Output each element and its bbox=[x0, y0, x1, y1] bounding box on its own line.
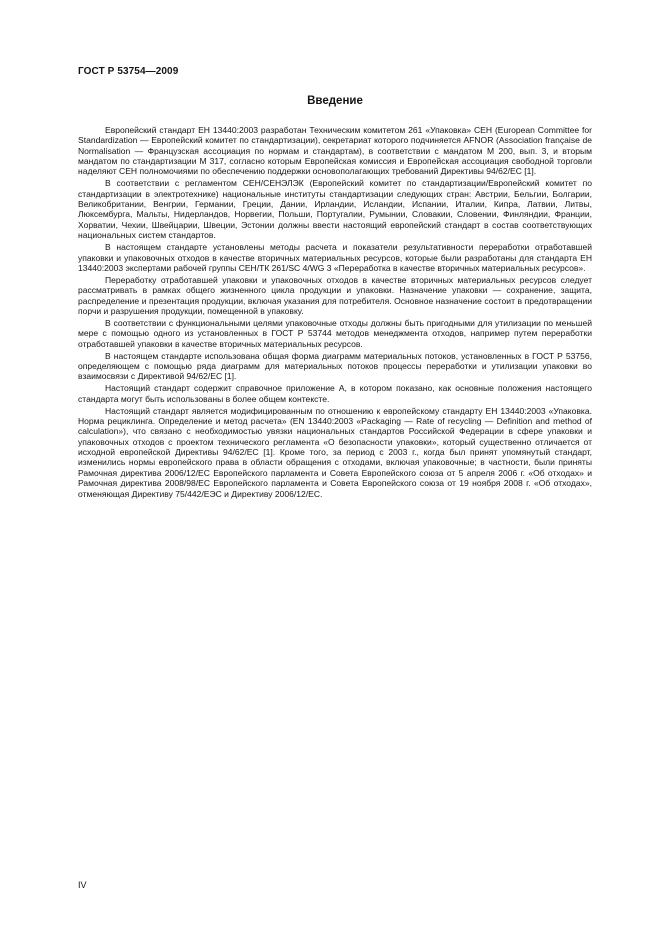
paragraph: Настоящий стандарт является модифицированным по отношению к европейскому стандарту ЕН 13440:2003 «Упаковка. Норма рециклинга. Определение и метод расчета» (EN 13440:2003 «Packaging — Rate of recycling — Definition and method of calculation»), что связано с необходимостью увязки национальных стандартов Российской Федерации в сфере упаковки и упаковочных отходов с проектом технического регламента «О безопасности упаковки», который существенно отличается от исходной европейской Директивы 94/62/ЕС [1]. Кроме того, за период с 2003 г., когда был принят упомянутый стандарт, изменились нормы европейского права в области обращения с отходами, включая упаковочные; в частности, были приняты Рамочная директива 2006/12/ЕС Европейского парламента и Совета Европейского союза от 5 апреля 2006 г. «Об отходах» и Рамочная директива 2008/98/ЕС Европейского парламента и Совета Европейского союза от 19 ноября 2008 г. «Об отходах», отменяющая Директиву 75/442/ЕЭС и Директиву 2006/12/ЕС. bbox=[78, 405, 592, 499]
paragraph: В соответствии с функциональными целями упаковочные отходы должны быть пригодными для утилизации по меньшей мере с помощью одного из установленных в ГОСТ Р 53744 методов менеджмента отходов, например путем переработки отработавшей упаковки в качестве вторичных материальных ресурсов. bbox=[78, 317, 592, 349]
paragraph: Переработку отработавшей упаковки и упаковочных отходов в качестве вторичных материальных ресурсов следует рассматривать в рамках общего жизненного цикла продукции и упаковки. Назначение упаковки — сохранение, защита, распределение и презентация продукции, включая указания для потребителя. Основное назначение состоит в предотвращении порчи и разрушения продукции, помещенной в упаковку. bbox=[78, 274, 592, 316]
paragraph: Европейский стандарт ЕН 13440:2003 разработан Техническим комитетом 261 «Упаковка» СЕН (European Committee for Standardization — Европейский комитет по стандартизации), секретариат которого подчиняется AFNOR (Association française de Normalisation — Французская ассоциация по нормам и стандартам), в соответствии с мандатом М 200, вып. 3, и вторым мандатом по стандартизации М 317, согласно которым Европейская комиссия и Европейская ассоциация свободной торговли наделяют СЕН полномочиями по обеспечению поддержки основополагающих требований Директивы 94/62/ЕС [1]. bbox=[78, 125, 592, 177]
document-id-header: ГОСТ Р 53754—2009 bbox=[78, 66, 179, 77]
page-number: IV bbox=[78, 880, 87, 890]
paragraph: Настоящий стандарт содержит справочное приложение А, в котором показано, как основные положения настоящего стандарта могут быть использованы в более общем контексте. bbox=[78, 383, 592, 404]
body-text bbox=[78, 125, 592, 501]
section-title: Введение bbox=[307, 95, 363, 107]
paragraph: В соответствии с регламентом СЕН/СЕНЭЛЭК (Европейский комитет по стандартизации/Европейский комитет по стандартизации в электротехнике) национальные институты стандартизации следующих стран: Австрии, Бельгии, Болгарии, Великобритании, Венгрии, Германии, Греции, Дании, Ирландии, Исландии, Испании, Италии, Кипра, Латвии, Литвы, Люксембурга, Мальты, Нидерландов, Норвегии, Польши, Португалии, Румынии, Словакии, Словении, Финляндии, Франции, Хорватии, Чехии, Швейцарии, Швеции, Эстонии должны ввести настоящий европейский стандарт в состав соответствующих национальных систем стандартов. bbox=[78, 178, 592, 241]
paragraph: В настоящем стандарте использована общая форма диаграмм материальных потоков, установленных в ГОСТ Р 53756, определяющем с помощью ряда диаграмм для материальных потоков процессы переработки и утилизации упаковки во взаимосвязи с Директивой 94/62/ЕС [1]. bbox=[78, 350, 592, 382]
paragraph: В настоящем стандарте установлены методы расчета и показатели результативности переработки отработавшей упаковки и упаковочных отходов в качестве вторичных материальных ресурсов, которые были разработаны для стандарта ЕН 13440:2003 экспертами рабочей группы СЕН/ТК 261/SC 4/WG 3 «Переработка в качестве вторичных материальных ресурсов». bbox=[78, 242, 592, 273]
